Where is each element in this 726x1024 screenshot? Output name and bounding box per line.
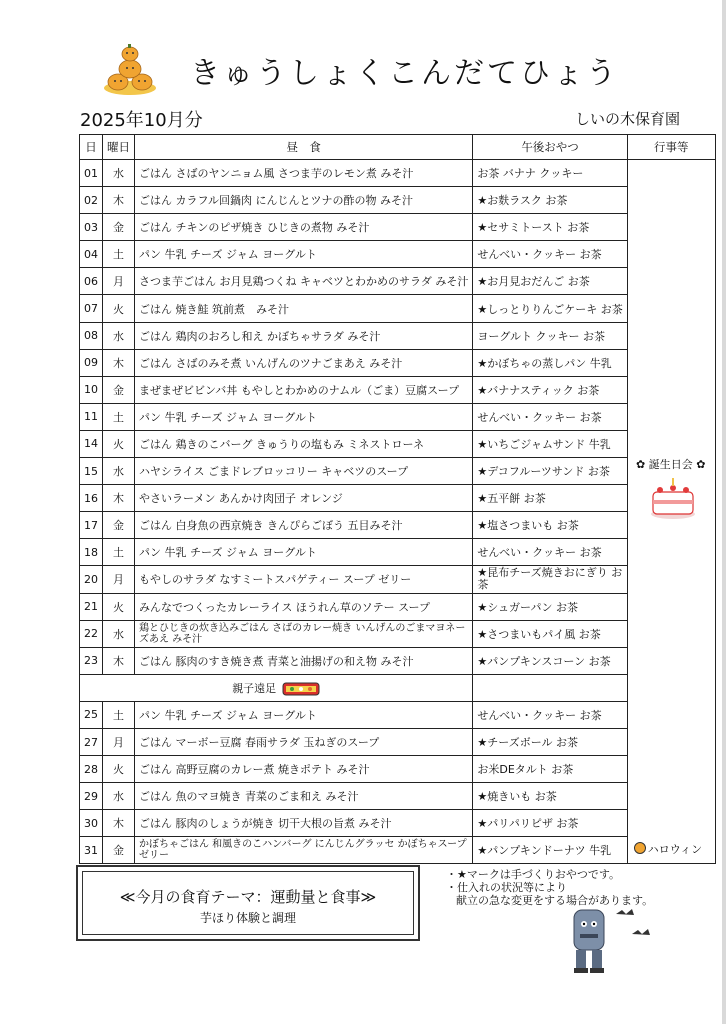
school-name: しいの木保育園 xyxy=(574,110,680,128)
table-row xyxy=(80,647,716,674)
weekday-cell: 木 xyxy=(103,187,135,214)
halloween-illustration xyxy=(560,900,660,976)
day-cell: 09 xyxy=(80,349,103,376)
birthday-party-label: ✿ 誕生日会 ✿ xyxy=(636,458,706,471)
header-day: 日 xyxy=(80,135,103,160)
birthday-cake-icon xyxy=(648,474,698,520)
weekday-cell: 月 xyxy=(103,268,135,295)
day-cell: 18 xyxy=(80,539,103,566)
table-row xyxy=(80,701,716,728)
table-row xyxy=(80,485,716,512)
snack-cell: ★お月見おだんご お茶 xyxy=(473,268,627,295)
header-snack: 午後おやつ xyxy=(473,135,627,160)
theme-box xyxy=(76,865,420,941)
weekday-cell: 水 xyxy=(103,160,135,187)
snack-cell: せんべい・クッキー お茶 xyxy=(473,403,627,430)
table-row xyxy=(80,810,716,837)
day-cell: 14 xyxy=(80,430,103,457)
snack-cell: ★セサミトースト お茶 xyxy=(473,214,627,241)
note-line: ・★マークは手づくりおやつです。 xyxy=(446,868,620,881)
day-cell: 02 xyxy=(80,187,103,214)
month-label: 2025年10月分 xyxy=(80,110,203,131)
lunch-cell: もやしのサラダ なすミートスパゲティー スープ ゼリー xyxy=(135,566,473,593)
snack-cell: せんべい・クッキー お茶 xyxy=(473,701,627,728)
snack-cell: せんべい・クッキー お茶 xyxy=(473,241,627,268)
table-row xyxy=(80,376,716,403)
lunch-cell: パン 牛乳 チーズ ジャム ヨーグルト xyxy=(135,701,473,728)
lunch-cell: ごはん さばのみそ煮 いんげんのツナごまあえ みそ汁 xyxy=(135,349,473,376)
weekday-cell: 土 xyxy=(103,701,135,728)
table-row xyxy=(80,268,716,295)
weekday-cell: 月 xyxy=(103,728,135,755)
table-row xyxy=(80,566,716,593)
snack-cell: せんべい・クッキー お茶 xyxy=(473,539,627,566)
day-cell: 22 xyxy=(80,620,103,647)
day-cell: 29 xyxy=(80,783,103,810)
table-header-row xyxy=(80,135,716,160)
day-cell: 04 xyxy=(80,241,103,268)
snack-cell: お茶 バナナ クッキー xyxy=(473,160,627,187)
lunch-cell: ごはん さばのヤンニョム風 さつま芋のレモン煮 みそ汁 xyxy=(135,160,473,187)
weekday-cell: 火 xyxy=(103,295,135,322)
outing-snack-cell xyxy=(473,674,627,701)
weekday-cell: 土 xyxy=(103,539,135,566)
table-row xyxy=(80,430,716,457)
day-cell: 30 xyxy=(80,810,103,837)
weekday-cell: 金 xyxy=(103,376,135,403)
snack-cell: ヨーグルト クッキー お茶 xyxy=(473,322,627,349)
lunch-cell: やさいラーメン あんかけ肉団子 オレンジ xyxy=(135,485,473,512)
lunch-cell: ごはん 鶏きのこバーグ きゅうりの塩もみ ミネストローネ xyxy=(135,430,473,457)
note-line: ・仕入れの状況等により xyxy=(446,881,567,894)
lunch-cell: ハヤシライス ごまドレブロッコリー キャベツのスープ xyxy=(135,458,473,485)
day-cell: 17 xyxy=(80,512,103,539)
snack-cell: ★昆布チーズ焼きおにぎり お茶 xyxy=(473,566,627,593)
header-weekday: 曜日 xyxy=(103,135,135,160)
lunch-cell: ごはん 豚肉のしょうが焼き 切干大根の旨煮 みそ汁 xyxy=(135,810,473,837)
menu-table xyxy=(79,134,716,864)
weekday-cell: 火 xyxy=(103,756,135,783)
snack-cell: ★お麩ラスク お茶 xyxy=(473,187,627,214)
note-line: 献立の急な変更をする場合があります。 xyxy=(456,894,654,907)
snack-cell: ★塩さつまいも お茶 xyxy=(473,512,627,539)
day-cell: 15 xyxy=(80,458,103,485)
lunch-cell: 鶏とひじきの炊き込みごはん さばのカレー焼き いんげんのごまマヨネーズあえ みそ汁 xyxy=(135,620,473,647)
weekday-cell: 火 xyxy=(103,430,135,457)
weekday-cell: 木 xyxy=(103,810,135,837)
day-cell: 31 xyxy=(80,837,103,864)
header-lunch: 昼 食 xyxy=(135,135,473,160)
weekday-cell: 月 xyxy=(103,566,135,593)
theme-title: ≪今月の食育テーマ：運動量と食事≫ xyxy=(119,888,377,906)
outing-label: 親子遠足 xyxy=(232,681,277,695)
weekday-cell: 水 xyxy=(103,783,135,810)
table-row xyxy=(80,214,716,241)
table-row xyxy=(80,403,716,430)
table-row xyxy=(80,783,716,810)
pumpkin-illustration xyxy=(100,38,160,98)
weekday-cell: 金 xyxy=(103,214,135,241)
snack-cell: ★チーズボール お茶 xyxy=(473,728,627,755)
lunch-cell: みんなでつくったカレーライス ほうれん草のソテー スープ xyxy=(135,593,473,620)
table-row xyxy=(80,512,716,539)
weekday-cell: 木 xyxy=(103,349,135,376)
weekday-cell: 水 xyxy=(103,620,135,647)
snack-cell: ★かぼちゃの蒸しパン 牛乳 xyxy=(473,349,627,376)
lunch-cell: パン 牛乳 チーズ ジャム ヨーグルト xyxy=(135,539,473,566)
snack-cell: ★パリパリピザ お茶 xyxy=(473,810,627,837)
weekday-cell: 木 xyxy=(103,647,135,674)
outing-cell xyxy=(80,674,473,701)
snack-cell: ★パンプキンスコーン お茶 xyxy=(473,647,627,674)
halloween-label: ハロウィン xyxy=(647,843,703,857)
weekday-cell: 土 xyxy=(103,241,135,268)
day-cell: 25 xyxy=(80,701,103,728)
day-cell: 03 xyxy=(80,214,103,241)
lunch-cell: ごはん マーボー豆腐 春雨サラダ 玉ねぎのスープ xyxy=(135,728,473,755)
weekday-cell: 金 xyxy=(103,512,135,539)
weekday-cell: 水 xyxy=(103,322,135,349)
lunch-cell: ごはん カラフル回鍋肉 にんじんとツナの酢の物 みそ汁 xyxy=(135,187,473,214)
halloween-event xyxy=(634,841,702,857)
lunch-cell: パン 牛乳 チーズ ジャム ヨーグルト xyxy=(135,403,473,430)
day-cell: 11 xyxy=(80,403,103,430)
weekday-cell: 金 xyxy=(103,837,135,864)
snack-cell: ★シュガーパン お茶 xyxy=(473,593,627,620)
bento-box-icon xyxy=(282,682,320,696)
jack-o-lantern-icon xyxy=(634,842,646,854)
table-row xyxy=(80,620,716,647)
snack-cell: ★しっとりりんごケーキ お茶 xyxy=(473,295,627,322)
table-row xyxy=(80,837,716,864)
page-title: きゅうしょくこんだてひょう xyxy=(190,56,619,91)
day-cell: 10 xyxy=(80,376,103,403)
table-row xyxy=(80,160,716,187)
weekday-cell: 水 xyxy=(103,458,135,485)
lunch-cell: ごはん 焼き鮭 筑前煮 みそ汁 xyxy=(135,295,473,322)
lunch-cell: ごはん 高野豆腐のカレー煮 焼きポテト みそ汁 xyxy=(135,756,473,783)
header-event: 行事等 xyxy=(627,135,715,160)
table-row xyxy=(80,458,716,485)
snack-cell: ★五平餅 お茶 xyxy=(473,485,627,512)
table-row xyxy=(80,241,716,268)
theme-subtitle: 芋ほり体験と調理 xyxy=(199,911,296,925)
weekday-cell: 土 xyxy=(103,403,135,430)
day-cell: 23 xyxy=(80,647,103,674)
table-row xyxy=(80,349,716,376)
lunch-cell: ごはん 白身魚の西京焼き きんぴらごぼう 五目みそ汁 xyxy=(135,512,473,539)
lunch-cell: ごはん 鶏肉のおろし和え かぼちゃサラダ みそ汁 xyxy=(135,322,473,349)
snack-cell: ★デコフルーツサンド お茶 xyxy=(473,458,627,485)
weekday-cell: 火 xyxy=(103,593,135,620)
day-cell: 07 xyxy=(80,295,103,322)
snack-cell: ★パンプキンドーナツ 牛乳 xyxy=(473,837,627,864)
lunch-cell: ごはん 豚肉のすき焼き煮 青菜と油揚げの和え物 みそ汁 xyxy=(135,647,473,674)
day-cell: 06 xyxy=(80,268,103,295)
lunch-cell: ごはん チキンのピザ焼き ひじきの煮物 みそ汁 xyxy=(135,214,473,241)
day-cell: 08 xyxy=(80,322,103,349)
table-row xyxy=(80,187,716,214)
lunch-cell: かぼちゃごはん 和風きのこハンバーグ にんじんグラッセ かぼちゃスープ ゼリー xyxy=(135,837,473,864)
snack-cell: ★バナナスティック お茶 xyxy=(473,376,627,403)
snack-cell: ★いちごジャムサンド 牛乳 xyxy=(473,430,627,457)
snack-cell: ★さつまいもパイ風 お茶 xyxy=(473,620,627,647)
weekday-cell: 木 xyxy=(103,485,135,512)
page-edge xyxy=(722,0,726,1024)
events-column xyxy=(627,160,715,864)
table-row xyxy=(80,295,716,322)
table-row xyxy=(80,756,716,783)
lunch-cell: まぜまぜビビンバ丼 もやしとわかめのナムル（ごま）豆腐スープ xyxy=(135,376,473,403)
snack-cell: ★焼きいも お茶 xyxy=(473,783,627,810)
day-cell: 01 xyxy=(80,160,103,187)
lunch-cell: パン 牛乳 チーズ ジャム ヨーグルト xyxy=(135,241,473,268)
day-cell: 20 xyxy=(80,566,103,593)
snack-cell: お米DEタルト お茶 xyxy=(473,756,627,783)
table-row xyxy=(80,674,716,701)
day-cell: 16 xyxy=(80,485,103,512)
table-row xyxy=(80,322,716,349)
lunch-cell: さつま芋ごはん お月見鶏つくね キャベツとわかめのサラダ みそ汁 xyxy=(135,268,473,295)
lunch-cell: ごはん 魚のマヨ焼き 青菜のごま和え みそ汁 xyxy=(135,783,473,810)
table-row xyxy=(80,728,716,755)
day-cell: 21 xyxy=(80,593,103,620)
table-row xyxy=(80,539,716,566)
table-row xyxy=(80,593,716,620)
day-cell: 28 xyxy=(80,756,103,783)
day-cell: 27 xyxy=(80,728,103,755)
